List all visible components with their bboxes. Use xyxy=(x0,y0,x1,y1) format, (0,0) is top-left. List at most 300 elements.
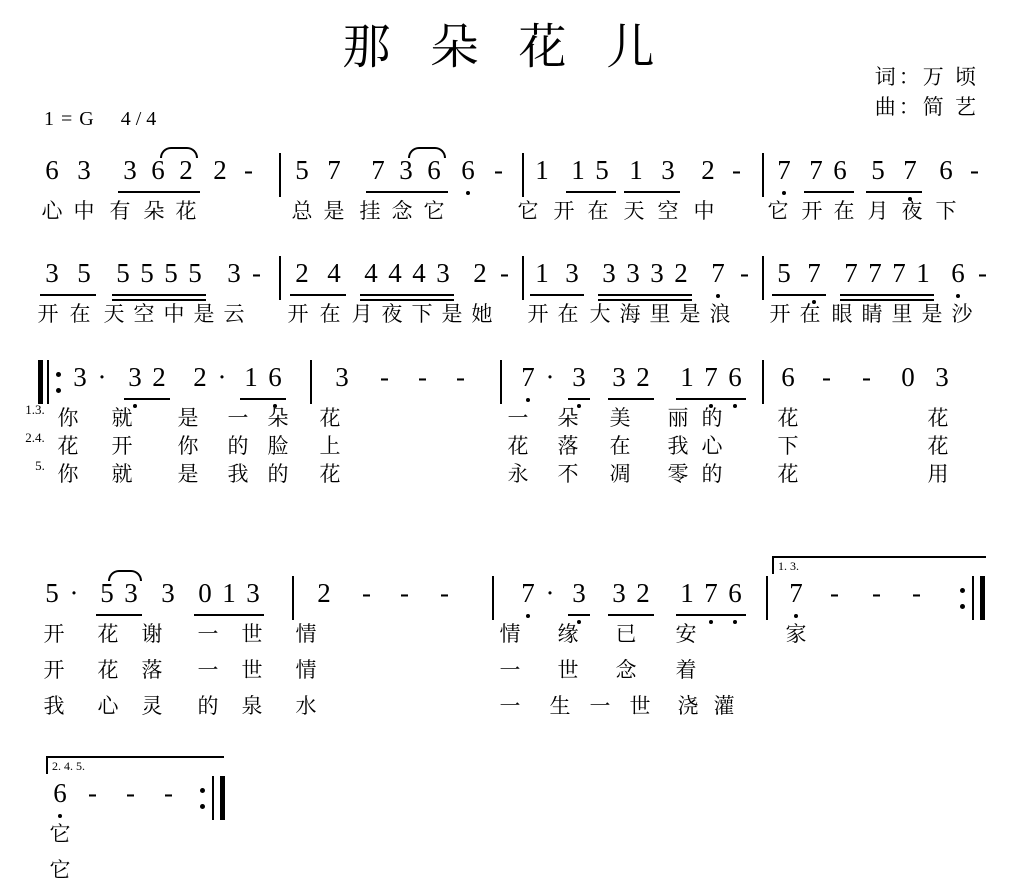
sustain-dash: - xyxy=(830,578,839,608)
system-2-lyrics xyxy=(0,298,1011,328)
lyric-syllable: 下 xyxy=(411,302,433,326)
lyric-syllable: 月 xyxy=(351,302,373,326)
note: 6 xyxy=(151,155,165,185)
system-4-notes xyxy=(0,578,1011,618)
lyric-syllable: 朵 xyxy=(267,406,289,430)
lyric-syllable: 安 xyxy=(675,622,697,646)
lyric-syllable: 花 xyxy=(319,462,341,486)
verse-number: 5. xyxy=(35,458,45,473)
lyric-syllable: 的 xyxy=(701,462,723,486)
lyric-syllable: 大 xyxy=(589,302,611,326)
system-4-lyrics-line2 xyxy=(0,654,1011,690)
lyric-syllable: 凋 xyxy=(609,462,631,486)
lyric-syllable: 总 xyxy=(291,199,313,223)
repeat-end-thin xyxy=(972,576,974,620)
note: 6 xyxy=(781,362,795,392)
ending-bracket-1-3 xyxy=(772,556,986,574)
lyric-syllable: 它 xyxy=(49,858,71,882)
lyric-syllable: 灌 xyxy=(713,694,735,718)
note: 7 xyxy=(704,362,718,392)
note: 1 xyxy=(535,155,549,185)
lyric-syllable: 天 xyxy=(103,302,125,326)
note: 6 xyxy=(939,155,953,185)
lyric-syllable: 沙 xyxy=(951,302,973,326)
repeat-end-thick xyxy=(220,776,225,820)
note: 2 xyxy=(213,155,227,185)
sustain-dash: - xyxy=(970,155,979,185)
lyric-syllable: 心 xyxy=(41,199,63,223)
note: 3 xyxy=(565,258,579,288)
verse-number: 1.3. xyxy=(25,402,45,417)
note: · xyxy=(545,578,555,608)
note: 2 xyxy=(152,362,166,392)
note: 3 xyxy=(935,362,949,392)
lyric-syllable: 在 xyxy=(557,302,579,326)
note: 1 xyxy=(244,362,258,392)
lyricist-name: 万 顷 xyxy=(922,65,979,89)
lyric-syllable: 浪 xyxy=(709,302,731,326)
sustain-dash: - xyxy=(126,778,135,808)
note: 3 xyxy=(124,578,138,608)
lyric-syllable: 世 xyxy=(557,658,579,682)
note: 7 xyxy=(892,258,906,288)
sustain-dash: - xyxy=(244,155,253,185)
ending-label: 2. 4. 5. xyxy=(52,759,85,773)
lyric-syllable: 我 xyxy=(43,694,65,718)
lyric-syllable: 朵 xyxy=(143,199,165,223)
lyric-syllable: 里 xyxy=(891,302,913,326)
lyric-syllable: 在 xyxy=(799,302,821,326)
lyric-syllable: 花 xyxy=(777,462,799,486)
sustain-dash: - xyxy=(912,578,921,608)
verse-number: 2.4. xyxy=(25,430,45,445)
lyric-syllable: 花 xyxy=(319,406,341,430)
note: 5 xyxy=(164,258,178,288)
lyric-syllable: 它 xyxy=(49,822,71,846)
note: 7 xyxy=(777,155,791,185)
page-title: 那 朵 花 儿 xyxy=(342,21,669,74)
key-signature: 1 = G xyxy=(44,108,95,130)
lyric-syllable: 心 xyxy=(97,694,119,718)
beam-line xyxy=(40,294,96,296)
note: 0 xyxy=(198,578,212,608)
system-2-notes xyxy=(0,258,1011,298)
beam-line xyxy=(112,294,206,296)
note: 7 xyxy=(704,578,718,608)
lyric-syllable: 花 xyxy=(927,434,949,458)
note: 7 xyxy=(711,258,725,288)
lyric-syllable: 你 xyxy=(57,406,79,430)
lyric-syllable: 不 xyxy=(557,462,579,486)
lyric-syllable: 是 xyxy=(323,199,345,223)
lyric-syllable: 朵 xyxy=(557,406,579,430)
note: 5 xyxy=(595,155,609,185)
note: 6 xyxy=(268,362,282,392)
note: 5 xyxy=(140,258,154,288)
lyric-syllable: 开 xyxy=(801,199,823,223)
ending-bracket-2-4-5 xyxy=(46,756,224,774)
note: 7 xyxy=(521,578,535,608)
lyric-syllable: 开 xyxy=(37,302,59,326)
lyric-syllable: 你 xyxy=(57,462,79,486)
barline xyxy=(762,153,764,197)
note: 3 xyxy=(335,362,349,392)
lyric-syllable: 在 xyxy=(609,434,631,458)
beam-line xyxy=(804,191,854,193)
note: 2 xyxy=(295,258,309,288)
lyric-syllable: 它 xyxy=(423,199,445,223)
barline xyxy=(766,576,768,620)
note: 4 xyxy=(364,258,378,288)
note: 7 xyxy=(844,258,858,288)
sustain-dash: - xyxy=(400,578,409,608)
note: 1 xyxy=(916,258,930,288)
note: 3 xyxy=(626,258,640,288)
lyric-syllable: 泉 xyxy=(241,694,263,718)
lyric-syllable: 的 xyxy=(197,694,219,718)
lyric-syllable: 在 xyxy=(833,199,855,223)
sustain-dash: - xyxy=(440,578,449,608)
system-3-lyrics-line3 xyxy=(0,458,1011,486)
sustain-dash: - xyxy=(862,362,871,392)
beam-line xyxy=(118,191,200,193)
beam-line xyxy=(568,398,590,400)
lyric-syllable: 她 xyxy=(471,302,493,326)
note: 5 xyxy=(777,258,791,288)
lyric-syllable: 心 xyxy=(701,434,723,458)
note: 2 xyxy=(636,578,650,608)
beam-line xyxy=(608,398,654,400)
lyric-syllable: 花 xyxy=(777,406,799,430)
note: 3 xyxy=(45,258,59,288)
note: 2 xyxy=(317,578,331,608)
repeat-end-thin xyxy=(212,776,214,820)
lyric-syllable: 开 xyxy=(553,199,575,223)
barline xyxy=(492,576,494,620)
lyric-syllable: 是 xyxy=(679,302,701,326)
note: 7 xyxy=(521,362,535,392)
sustain-dash: - xyxy=(872,578,881,608)
ending-label: 1. 3. xyxy=(778,559,799,573)
note: 7 xyxy=(371,155,385,185)
barline xyxy=(279,256,281,300)
lyric-syllable: 就 xyxy=(111,462,133,486)
lyric-syllable: 浇 xyxy=(677,694,699,718)
system-5-notes xyxy=(0,778,1011,818)
lyric-syllable: 着 xyxy=(675,658,697,682)
lyric-syllable: 落 xyxy=(141,658,163,682)
note: 2 xyxy=(701,155,715,185)
lyric-syllable: 花 xyxy=(57,434,79,458)
lyric-syllable: 情 xyxy=(295,658,317,682)
note: 6 xyxy=(461,155,475,185)
note: 1 xyxy=(629,155,643,185)
lyric-syllable: 一 xyxy=(507,406,529,430)
sustain-dash: - xyxy=(418,362,427,392)
sustain-dash: - xyxy=(252,258,261,288)
lyric-syllable: 是 xyxy=(177,462,199,486)
note: 7 xyxy=(903,155,917,185)
note: 3 xyxy=(246,578,260,608)
beam-line xyxy=(530,294,584,296)
lyric-syllable: 夜 xyxy=(381,302,403,326)
lyric-syllable: 开 xyxy=(111,434,133,458)
lyric-syllable: 睛 xyxy=(861,302,883,326)
lyric-syllable: 谢 xyxy=(141,622,163,646)
lyricist-line xyxy=(875,62,979,92)
sustain-dash: - xyxy=(732,155,741,185)
lyric-syllable: 是 xyxy=(177,406,199,430)
lyric-syllable: 永 xyxy=(507,462,529,486)
repeat-dot xyxy=(200,804,205,809)
lyric-syllable: 开 xyxy=(287,302,309,326)
lyric-syllable: 在 xyxy=(319,302,341,326)
repeat-dot xyxy=(960,604,965,609)
beam-line xyxy=(124,398,170,400)
barline xyxy=(762,360,764,404)
lyric-syllable: 世 xyxy=(241,658,263,682)
sustain-dash: - xyxy=(164,778,173,808)
lyric-syllable: 下 xyxy=(935,199,957,223)
system-2 xyxy=(0,258,1011,328)
lyric-syllable: 天 xyxy=(623,199,645,223)
beam-line xyxy=(194,614,264,616)
beam-line xyxy=(608,614,654,616)
lyric-syllable: 开 xyxy=(769,302,791,326)
beam-line xyxy=(240,398,286,400)
lyric-syllable: 挂 xyxy=(359,199,381,223)
note: · xyxy=(217,362,227,392)
note: 0 xyxy=(901,362,915,392)
lyric-syllable: 在 xyxy=(587,199,609,223)
beam-line xyxy=(290,294,346,296)
lyric-syllable: 它 xyxy=(517,199,539,223)
system-5-lyrics-line2 xyxy=(0,854,1011,890)
sustain-dash: - xyxy=(362,578,371,608)
lyric-syllable: 我 xyxy=(227,462,249,486)
lyric-syllable: 月 xyxy=(867,199,889,223)
beam-line xyxy=(366,191,448,193)
note: 5 xyxy=(188,258,202,288)
composer-label: 曲： xyxy=(874,95,923,119)
beam-line xyxy=(568,614,590,616)
note: 7 xyxy=(327,155,341,185)
note: 4 xyxy=(327,258,341,288)
note: 2 xyxy=(193,362,207,392)
lyric-syllable: 里 xyxy=(649,302,671,326)
lyric-syllable: 情 xyxy=(499,622,521,646)
beam-line xyxy=(772,294,826,296)
note: 2 xyxy=(674,258,688,288)
lyric-syllable: 水 xyxy=(295,694,317,718)
sustain-dash: - xyxy=(822,362,831,392)
note: 6 xyxy=(45,155,59,185)
repeat-dot xyxy=(200,788,205,793)
lyric-syllable: 世 xyxy=(629,694,651,718)
note: 6 xyxy=(951,258,965,288)
time-signature: 4 / 4 xyxy=(120,108,157,130)
note: 3 xyxy=(661,155,675,185)
note: 1 xyxy=(222,578,236,608)
tie-slur xyxy=(160,147,198,158)
lyric-syllable: 花 xyxy=(97,658,119,682)
repeat-end-thick xyxy=(980,576,985,620)
note: 3 xyxy=(612,578,626,608)
lyric-syllable: 脸 xyxy=(267,434,289,458)
lyric-syllable: 零 xyxy=(667,462,689,486)
lyric-syllable: 生 xyxy=(549,694,571,718)
note: 5 xyxy=(295,155,309,185)
barline xyxy=(522,256,524,300)
lyric-syllable: 空 xyxy=(133,302,155,326)
note: 3 xyxy=(123,155,137,185)
note: · xyxy=(97,362,107,392)
note: 5 xyxy=(100,578,114,608)
lyric-syllable: 花 xyxy=(175,199,197,223)
lyric-syllable: 你 xyxy=(177,434,199,458)
system-5 xyxy=(0,759,1011,890)
lyric-syllable: 用 xyxy=(927,462,949,486)
note: 6 xyxy=(728,362,742,392)
barline xyxy=(762,256,764,300)
barline xyxy=(310,360,312,404)
lyric-syllable: 情 xyxy=(295,622,317,646)
lyric-syllable: 丽 xyxy=(667,406,689,430)
lyric-syllable: 开 xyxy=(43,658,65,682)
note: 3 xyxy=(436,258,450,288)
lyric-syllable: 世 xyxy=(241,622,263,646)
note: 6 xyxy=(728,578,742,608)
credits-block xyxy=(875,62,979,122)
note: 3 xyxy=(572,578,586,608)
sustain-dash: - xyxy=(456,362,465,392)
beam-line xyxy=(566,191,616,193)
note: 4 xyxy=(388,258,402,288)
system-4-lyrics-line3 xyxy=(0,690,1011,726)
note: 4 xyxy=(412,258,426,288)
lyric-syllable: 开 xyxy=(43,622,65,646)
repeat-start-thin xyxy=(47,360,49,404)
lyric-syllable: 我 xyxy=(667,434,689,458)
lyric-syllable: 空 xyxy=(657,199,679,223)
lyric-syllable: 灵 xyxy=(141,694,163,718)
lyric-syllable: 花 xyxy=(507,434,529,458)
system-4-lyrics-line1 xyxy=(0,618,1011,654)
lyric-syllable: 开 xyxy=(527,302,549,326)
beam-line xyxy=(598,294,692,296)
sustain-dash: - xyxy=(740,258,749,288)
system-3 xyxy=(0,362,1011,486)
beam-line xyxy=(866,191,922,193)
lyric-syllable: 花 xyxy=(97,622,119,646)
note: 3 xyxy=(572,362,586,392)
note: 5 xyxy=(45,578,59,608)
lyric-syllable: 夜 xyxy=(901,199,923,223)
note: 3 xyxy=(399,155,413,185)
lyric-syllable: 中 xyxy=(693,199,715,223)
lyric-syllable: 一 xyxy=(499,694,521,718)
note: 5 xyxy=(77,258,91,288)
lyric-syllable: 美 xyxy=(609,406,631,430)
lyric-syllable: 眼 xyxy=(831,302,853,326)
lyric-syllable: 一 xyxy=(227,406,249,430)
lyric-syllable: 已 xyxy=(615,622,637,646)
note: 2 xyxy=(636,362,650,392)
lyric-syllable: 是 xyxy=(441,302,463,326)
note: 3 xyxy=(227,258,241,288)
lyric-syllable: 家 xyxy=(785,622,807,646)
note: 1 xyxy=(535,258,549,288)
repeat-dot xyxy=(960,588,965,593)
lyric-syllable: 念 xyxy=(615,658,637,682)
repeat-dot xyxy=(56,372,61,377)
repeat-start-thick xyxy=(38,360,43,404)
beam-line xyxy=(96,614,142,616)
repeat-dot xyxy=(56,388,61,393)
note: 2 xyxy=(473,258,487,288)
system-4 xyxy=(0,559,1011,726)
lyric-syllable: 缘 xyxy=(557,622,579,646)
system-3-notes xyxy=(0,362,1011,402)
system-1 xyxy=(0,155,1011,225)
lyric-syllable: 是 xyxy=(921,302,943,326)
lyric-syllable: 在 xyxy=(69,302,91,326)
note: · xyxy=(69,578,79,608)
lyric-syllable: 中 xyxy=(73,199,95,223)
lyric-syllable: 的 xyxy=(227,434,249,458)
note: 7 xyxy=(807,258,821,288)
lyric-syllable: 的 xyxy=(267,462,289,486)
note: 3 xyxy=(650,258,664,288)
system-1-notes xyxy=(0,155,1011,195)
note: 3 xyxy=(161,578,175,608)
lyric-syllable: 上 xyxy=(319,434,341,458)
lyric-syllable: 中 xyxy=(163,302,185,326)
sustain-dash: - xyxy=(88,778,97,808)
beam-line xyxy=(676,398,746,400)
note: 3 xyxy=(612,362,626,392)
composer-name: 简 艺 xyxy=(922,95,979,119)
lyric-syllable: 有 xyxy=(109,199,131,223)
lyric-syllable: 的 xyxy=(701,406,723,430)
note: 7 xyxy=(789,578,803,608)
barline xyxy=(500,360,502,404)
lyric-syllable: 海 xyxy=(619,302,641,326)
beam-line xyxy=(840,294,934,296)
tie-slur xyxy=(408,147,446,158)
system-1-lyrics xyxy=(0,195,1011,225)
lyric-syllable: 它 xyxy=(767,199,789,223)
barline xyxy=(292,576,294,620)
note: 3 xyxy=(77,155,91,185)
lyricist-label: 词： xyxy=(874,65,923,89)
sustain-dash: - xyxy=(500,258,509,288)
note: 3 xyxy=(602,258,616,288)
note: 6 xyxy=(427,155,441,185)
system-3-lyrics-line2 xyxy=(0,430,1011,458)
lyric-syllable: 一 xyxy=(197,658,219,682)
note: · xyxy=(545,362,555,392)
lyric-syllable: 花 xyxy=(927,406,949,430)
barline xyxy=(522,153,524,197)
lyric-syllable: 念 xyxy=(391,199,413,223)
note: 2 xyxy=(179,155,193,185)
note: 3 xyxy=(73,362,87,392)
note: 5 xyxy=(871,155,885,185)
composer-line xyxy=(875,92,979,122)
key-signature-block xyxy=(44,108,156,131)
system-3-lyrics-line1 xyxy=(0,402,1011,430)
